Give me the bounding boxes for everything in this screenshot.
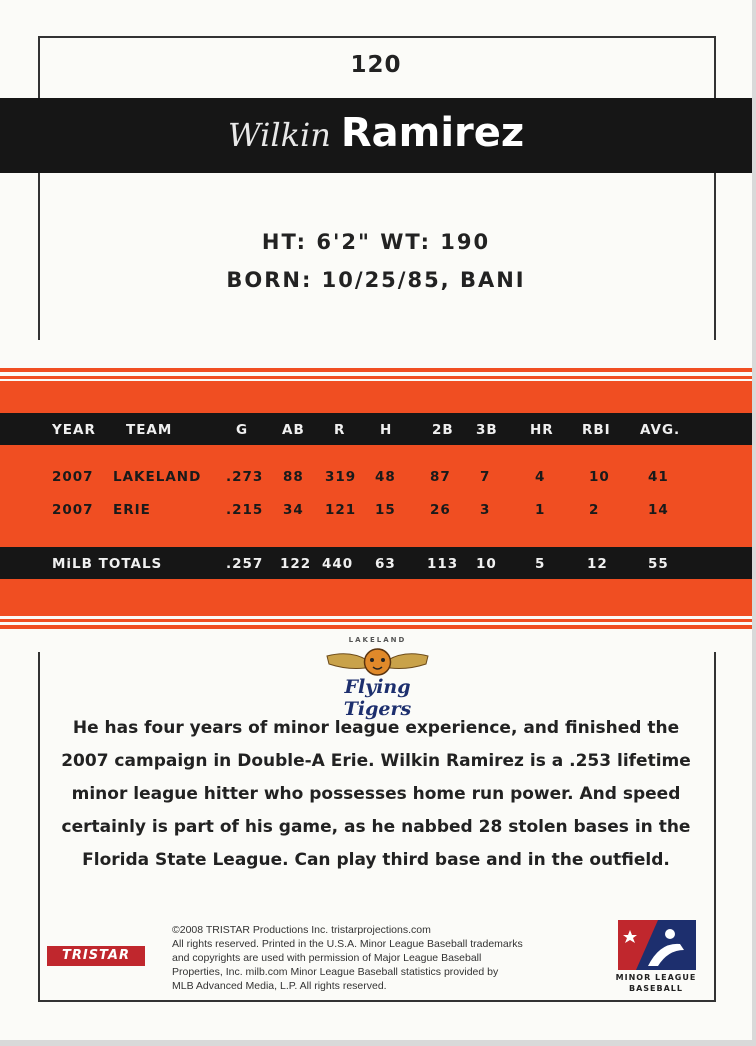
legal-line: Properties, Inc. milb.com Minor League Baseball statistics provided by [172, 966, 499, 978]
player-last-name: Ramirez [340, 110, 525, 156]
milb-line-1: MINOR LEAGUE [615, 973, 697, 982]
frame-right-line-lower [714, 652, 716, 1002]
milb-logo-icon [618, 920, 696, 970]
header-hr: HR [530, 422, 554, 438]
table-row-cell: 121 [325, 502, 357, 518]
table-row-cell: 7 [480, 469, 491, 485]
description-line: 2007 campaign in Double-A Erie. Wilkin Ramirez is a .253 lifetime [61, 751, 691, 771]
table-row-cell: 2007 [52, 502, 94, 518]
table-row-cell: 48 [375, 469, 396, 485]
totals-cell: .257 [226, 556, 264, 572]
tristar-logo: TRISTAR [47, 946, 145, 966]
table-row-cell: 10 [589, 469, 610, 485]
totals-cell: 63 [375, 556, 396, 572]
frame-left-line-upper [38, 36, 40, 340]
legal-line: MLB Advanced Media, L.P. All rights reserved. [172, 980, 387, 992]
totals-cell: 12 [587, 556, 608, 572]
header-avg: AVG. [640, 422, 681, 438]
table-row-cell: 87 [430, 469, 451, 485]
stats-stripe-bottom [0, 619, 752, 622]
description-line: certainly is part of his game, as he nabbed 28 stolen bases in the [61, 817, 691, 837]
table-row-cell: 14 [648, 502, 669, 518]
team-logo-script: Flying Tigers [343, 676, 412, 720]
table-row-cell: 26 [430, 502, 451, 518]
totals-cell: 440 [322, 556, 354, 572]
table-row-cell: 1 [535, 502, 546, 518]
header-year: YEAR [52, 422, 96, 438]
stats-stripe-top [0, 368, 752, 372]
team-logo-city: LAKELAND [348, 636, 407, 644]
player-description [38, 712, 714, 877]
legal-line: ©2008 TRISTAR Productions Inc. tristarprojections.com [172, 924, 431, 936]
table-row-cell: 88 [283, 469, 304, 485]
legal-line: and copyrights are used with permission of Major League Baseball [172, 952, 482, 964]
frame-bottom-line [38, 1000, 716, 1002]
header-team: TEAM [126, 422, 173, 438]
header-rbi: RBI [582, 422, 611, 438]
player-name [0, 110, 752, 156]
totals-cell: 10 [476, 556, 497, 572]
header-3b: 3B [476, 422, 498, 438]
totals-label: MiLB TOTALS [52, 556, 163, 572]
totals-cell: 55 [648, 556, 669, 572]
description-line: Florida State League. Can play third base and in the outfield. [82, 850, 670, 870]
table-row-cell: 15 [375, 502, 396, 518]
table-row-cell: 34 [283, 502, 304, 518]
table-row-cell: LAKELAND [113, 469, 202, 485]
table-row-cell: 2 [589, 502, 600, 518]
table-row-cell: ERIE [113, 502, 151, 518]
milb-wordmark [606, 972, 706, 994]
header-2b: 2B [432, 422, 454, 438]
totals-cell: 113 [427, 556, 459, 572]
table-row-cell: .215 [226, 502, 264, 518]
milb-line-2: BASEBALL [629, 984, 683, 993]
table-row-cell: 41 [648, 469, 669, 485]
player-first-name: Wilkin [227, 116, 331, 154]
stats-stripe-bottom-2 [0, 625, 752, 629]
table-row-cell: 3 [480, 502, 491, 518]
header-r: R [334, 422, 346, 438]
totals-cell: 122 [280, 556, 312, 572]
table-row-cell: 319 [325, 469, 357, 485]
frame-top-line [38, 36, 716, 38]
description-line: minor league hitter who possesses home run power. And speed [71, 784, 681, 804]
header-ab: AB [282, 422, 305, 438]
table-row-cell: .273 [226, 469, 264, 485]
born-info: BORN: 10/25/85, BANI [226, 268, 526, 292]
legal-line: All rights reserved. Printed in the U.S.A. Minor League Baseball trademarks [172, 938, 523, 950]
legal-text [172, 923, 602, 993]
height-weight: HT: 6'2" WT: 190 [261, 230, 491, 254]
totals-cell: 5 [535, 556, 546, 572]
table-row-cell: 2007 [52, 469, 94, 485]
header-g: G [236, 422, 249, 438]
stats-stripe-top-2 [0, 376, 752, 379]
table-row-cell: 4 [535, 469, 546, 485]
header-h: H [380, 422, 393, 438]
frame-right-line-upper [714, 36, 716, 340]
description-line: He has four years of minor league experience, and finished the [72, 718, 680, 738]
team-logo [315, 636, 440, 720]
card-number: 120 [350, 52, 402, 78]
